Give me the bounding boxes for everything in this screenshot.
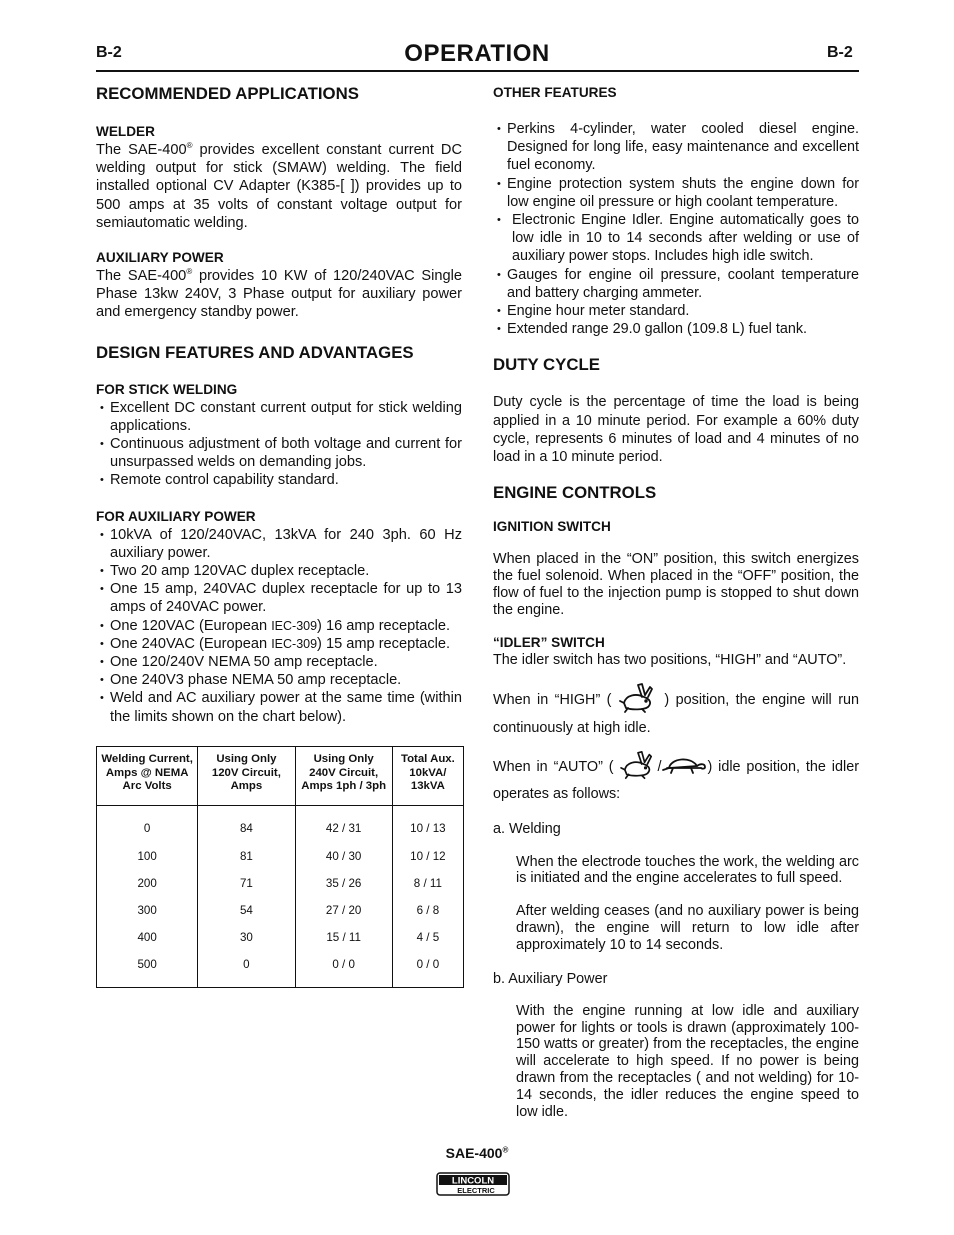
duty-cycle-paragraph: Duty cycle is the percentage of time the load is being applied in a 10 minute period. For example a 60% duty cycle, represents 6 minutes of load and 4 minutes of no load in a 10 minute period. — [493, 394, 859, 466]
table-cell: 27 / 20 — [295, 897, 392, 924]
turtle-icon — [661, 754, 707, 781]
table-header-cell: Using Only 240V Circuit, Amps 1ph / 3ph — [295, 746, 392, 805]
header-code-right: B-2 — [827, 44, 853, 61]
table-cell: 0 / 0 — [295, 952, 392, 988]
svg-text:ELECTRIC: ELECTRIC — [457, 1186, 495, 1195]
lincoln-electric-logo — [436, 1172, 510, 1196]
table-cell: 81 — [198, 843, 295, 870]
welding-label: a. Welding — [493, 821, 561, 838]
list-item: • One 240V3 phase NEMA 50 amp receptacle. — [96, 671, 462, 689]
table-cell: 54 — [198, 897, 295, 924]
list-item: • Electronic Engine Idler. Engine automatically goes to low idle in 10 to 14 seconds after welding or use of auxiliary power stops. Includes high idle switch. — [493, 211, 859, 266]
table-row — [97, 870, 464, 897]
auxiliary-power-heading: AUXILIARY POWER — [96, 250, 224, 266]
table-cell: 200 — [97, 870, 198, 897]
table-header-cell: Total Aux. 10kVA/ 13kVA — [392, 746, 463, 805]
list-item: • Remote control capability standard. — [96, 471, 462, 489]
table-cell: 10 / 13 — [392, 805, 463, 843]
table-cell: 0 — [198, 952, 295, 988]
table-cell: 0 — [97, 805, 198, 843]
table-cell: 42 / 31 — [295, 805, 392, 843]
table-cell: 10 / 12 — [392, 843, 463, 870]
table-cell: 6 / 8 — [392, 897, 463, 924]
table-row — [97, 952, 464, 988]
idler-switch-paragraph: The idler switch has two positions, “HIGH” and “AUTO”. — [493, 652, 847, 669]
ignition-switch-heading: IGNITION SWITCH — [493, 519, 611, 535]
svg-text:LINCOLN: LINCOLN — [451, 1175, 495, 1187]
table-cell: 8 / 11 — [392, 870, 463, 897]
list-item: • One 15 amp, 240VAC duplex receptacle for up to 13 amps of 240VAC power. — [96, 580, 462, 616]
left-column — [96, 82, 462, 988]
stick-welding-list — [96, 399, 462, 490]
header-rule — [96, 70, 859, 72]
table-header-row — [97, 746, 464, 805]
for-auxiliary-power-heading: FOR AUXILIARY POWER — [96, 508, 256, 524]
auxiliary-load-table — [96, 746, 464, 988]
list-item: • Weld and AC auxiliary power at the same time (within the limits shown on the chart below). — [96, 689, 462, 725]
list-item: • Gauges for engine oil pressure, coolant temperature and battery charging ammeter. — [493, 266, 859, 302]
list-item: • Two 20 amp 120VAC duplex receptacle. — [96, 562, 462, 580]
engine-controls-heading: ENGINE CONTROLS — [493, 483, 657, 503]
auxiliary-power-idle-paragraph: With the engine running at low idle and auxiliary power for lights or tools is drawn (approximately 100-150 watts or greater) from the receptacles, the engine will accelerate to high speed. If no power is being drawn from the receptacles ( and not welding) for 10-14 seconds, the idler reduces the engine speed to low idle. — [516, 1002, 859, 1120]
welder-paragraph: The SAE-400® provides excellent constant current DC welding output for stick (SMAW) welding. The field installed optional CV Adapter (K385-[ ]) provides up to 500 amps at 35 volts of constant voltage output for semiautomatic welding. — [96, 141, 462, 231]
list-item: • Engine hour meter standard. — [493, 302, 859, 320]
table-cell: 500 — [97, 952, 198, 988]
table-cell: 30 — [198, 925, 295, 952]
table-cell: 15 / 11 — [295, 925, 392, 952]
table-header-cell: Using Only 120V Circuit, Amps — [198, 746, 295, 805]
stick-welding-heading: FOR STICK WELDING — [96, 381, 238, 397]
duty-cycle-heading: DUTY CYCLE — [493, 355, 600, 375]
list-item: • Extended range 29.0 gallon (109.8 L) fuel tank. — [493, 320, 859, 338]
table-cell: 100 — [97, 843, 198, 870]
table-cell: 84 — [198, 805, 295, 843]
table-cell: 35 / 26 — [295, 870, 392, 897]
auto-position-paragraph: When in “AUTO” ( / ) idle position, the idler operates as follows: — [493, 749, 859, 803]
table-cell: 40 / 30 — [295, 843, 392, 870]
table-header-cell: Welding Current, Amps @ NEMA Arc Volts — [97, 746, 198, 805]
table-cell: 0 / 0 — [392, 952, 463, 988]
welding-paragraph-2: After welding ceases (and no auxiliary power is being drawn), the engine will return to low idle after approximately 10 to 14 seconds. — [516, 903, 859, 953]
table-row — [97, 925, 464, 952]
recommended-applications-heading: RECOMMENDED APPLICATIONS — [96, 84, 359, 103]
other-features-list — [493, 120, 859, 338]
welder-heading: WELDER — [96, 124, 155, 139]
auxiliary-power-paragraph: The SAE-400® provides 10 KW of 120/240VAC Single Phase 13kw 240V, 3 Phase output for auxiliary power and emergency standby power. — [96, 267, 462, 321]
high-position-paragraph: When in “HIGH” ( ) position, the engine will run continuously at high idle. — [493, 681, 859, 737]
table-row — [97, 805, 464, 843]
list-item: • Engine protection system shuts the engine down for low engine oil pressure or high coolant temperature. — [493, 175, 859, 211]
list-item: • One 120/240V NEMA 50 amp receptacle. — [96, 653, 462, 671]
table-cell: 4 / 5 — [392, 925, 463, 952]
idler-switch-heading: “IDLER” SWITCH — [493, 635, 605, 651]
list-item: • 10kVA of 120/240VAC, 13kVA for 240 3ph. 60 Hz auxiliary power. — [96, 526, 462, 562]
table-cell: 71 — [198, 870, 295, 897]
list-item: • Excellent DC constant current output for stick welding applications. — [96, 399, 462, 435]
rabbit-icon — [619, 749, 657, 786]
table-row — [97, 897, 464, 924]
rabbit-icon — [618, 681, 658, 720]
ignition-switch-paragraph: When placed in the “ON” position, this switch energizes the fuel solenoid. When placed in the “OFF” position, the flow of fuel to the injection pump is stopped to shut down the engine. — [493, 551, 859, 618]
footer-model-name: SAE-400® — [445, 1145, 509, 1161]
list-item: • One 120VAC (European IEC-309) 16 amp receptacle. — [96, 617, 462, 635]
list-item: • One 240VAC (European IEC-309) 15 amp receptacle. — [96, 635, 462, 653]
design-features-heading: DESIGN FEATURES AND ADVANTAGES — [96, 342, 414, 362]
auxiliary-power-list — [96, 526, 462, 726]
right-column — [493, 82, 859, 1120]
other-features-heading: OTHER FEATURES — [493, 85, 617, 100]
table-cell: 400 — [97, 925, 198, 952]
auxiliary-power-label: b. Auxiliary Power — [493, 970, 608, 987]
header-code-left: B-2 — [96, 44, 122, 61]
table-row — [97, 843, 464, 870]
welding-paragraph-1: When the electrode touches the work, the welding arc is initiated and the engine accelerates to full speed. — [516, 853, 859, 887]
page-title: OPERATION — [404, 40, 550, 67]
table-cell: 300 — [97, 897, 198, 924]
list-item: • Continuous adjustment of both voltage and current for unsurpassed welds on demanding jobs. — [96, 435, 462, 471]
list-item: • Perkins 4-cylinder, water cooled diesel engine. Designed for long life, easy maintenance and excellent fuel economy. — [493, 120, 859, 175]
